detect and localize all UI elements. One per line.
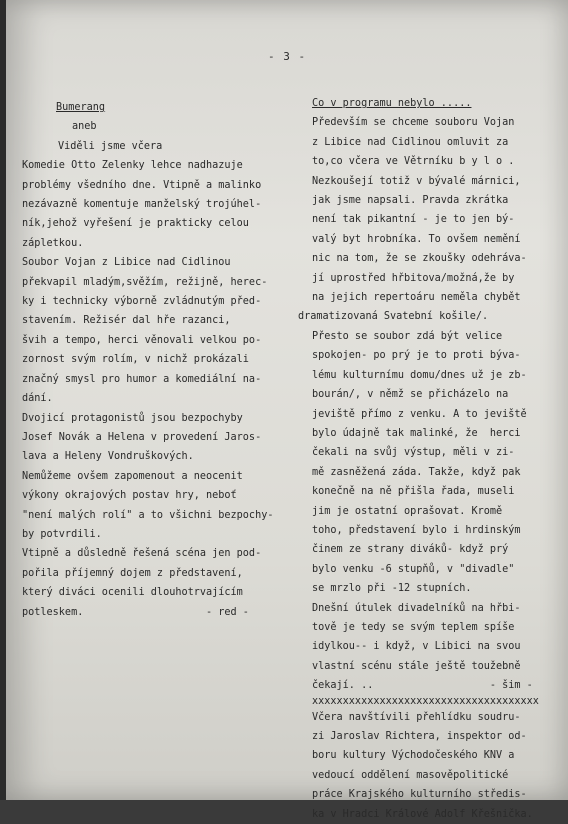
text-line: Vtipně a důsledně řešená scéna jen pod- [22, 548, 262, 560]
text-line: nic na tom, že se zkoušky odehráva- [312, 253, 527, 265]
text-line: Dnešní útulek divadelníků na hřbi- [312, 602, 521, 614]
text-line: zornost svým rolím, v nichž prokázali [22, 354, 249, 366]
page-number: - 3 - [268, 50, 307, 63]
text-line: na jejich repertoáru neměla chybět [312, 292, 521, 304]
text-line: jak jsme napsali. Pravda zkrátka [312, 195, 509, 207]
text-line: výkony okrajových postav hry, neboť [22, 490, 237, 502]
text-line: vedoucí oddělení masověpolitické [312, 769, 509, 781]
text-line: dramatizovaná Svatební košile/. [298, 311, 489, 323]
article-title: Co v programu nebylo ..... [312, 98, 472, 109]
separator-line: xxxxxxxxxxxxxxxxxxxxxxxxxxxxxxxxxxxxx [312, 695, 539, 707]
text-line: lava a Heleny Vondruškových. [22, 451, 194, 463]
text-line: valý byt hrobníka. To ovšem nemění [312, 233, 521, 245]
text-line: Včera navštívili přehlídku soudru- [312, 711, 521, 723]
document-page [6, 0, 568, 820]
text-line: spokojen- po prý je to proti býva- [312, 350, 521, 362]
text-line: stavením. Režisér dal hře razanci, [22, 315, 231, 327]
text-line: pořila příjemný dojem z představení, [22, 567, 243, 579]
text-line: ka v Hradci Králové Adolf Křešnička. [312, 808, 533, 820]
text-line: to,co včera ve Větrníku b y l o . [312, 156, 515, 168]
text-line: Dvojicí protagonistů jsou bezpochyby [22, 412, 243, 424]
article-subtitle: Viděli jsme včera [58, 140, 163, 152]
text-line: konečně na ně přišla řada, museli [312, 486, 515, 498]
article-title: Bumerang [56, 102, 106, 113]
text-line: švih a tempo, herci věnovali velkou po- [22, 334, 262, 346]
text-line: který diváci ocenili dlouhotrvajícím [22, 587, 243, 599]
text-line: potleskem. - red - [22, 606, 249, 618]
text-line: čekají. .. - šim - [312, 680, 533, 692]
text-line: jeviště přímo z venku. A to jeviště [312, 408, 527, 420]
text-line: tově je tedy se svým teplem spíše [312, 621, 515, 633]
text-line: by potvrdili. [22, 528, 102, 540]
text-line: značný smysl pro humor a komediální na- [22, 373, 262, 385]
text-line: nezávazně komentuje manželský trojúhel- [22, 199, 262, 211]
text-line: Josef Novák a Helena v provedení Jaros- [22, 431, 262, 443]
text-line: bourán/, v němž se přicházelo na [312, 389, 509, 401]
text-line: zápletkou. [22, 237, 84, 249]
text-line: se mrzlo při -12 stupních. [312, 583, 472, 595]
text-line: jim je ostatní oprašovat. Kromě [312, 505, 503, 517]
text-line: Nezkoušejí totiž v bývalé márnici, [312, 175, 521, 187]
text-line: Komedie Otto Zelenky lehce nadhazuje [22, 160, 243, 172]
right-column [298, 94, 564, 824]
text-line: zi Jaroslav Richtera, inspektor od- [312, 731, 527, 742]
text-line: činem ze strany diváků- když prý [312, 544, 509, 556]
text-line: práce Krajského kulturního středis- [312, 789, 527, 801]
text-line: Přesto se soubor zdá být velice [312, 330, 503, 342]
text-line: Nemůžeme ovšem zapomenout a neocenit [22, 470, 243, 482]
text-line: boru kultury Východočeského KNV a [312, 750, 515, 762]
text-line: překvapil mladým,svěžím, režijně, herec- [22, 276, 268, 288]
text-line: bylo venku -6 stupňů, v "divadle" [312, 563, 515, 575]
text-line: problémy všedního dne. Vtipně a malinko [22, 179, 262, 191]
article-subtitle: aneb [72, 121, 97, 133]
text-line: mě zasněžená záda. Takže, když pak [312, 466, 521, 478]
text-line: Soubor Vojan z Libice nad Cidlinou [22, 257, 231, 269]
text-line: z Libice nad Cidlinou omluvit za [312, 136, 509, 148]
text-line: toho, představení bylo i hrdinským [312, 524, 521, 536]
left-column [22, 98, 312, 622]
text-line: Především se chceme souboru Vojan [312, 117, 515, 129]
text-line: lému kulturnímu domu/dnes už je zb- [312, 369, 527, 381]
text-line: čekali na svůj výstup, měli v zi- [312, 447, 515, 459]
text-line: jí uprostřed hřbitova/možná,že by [312, 272, 515, 284]
text-line: idylkou-- i když, v Libici na svou [312, 641, 521, 653]
text-line: "není malých rolí" a to všichni bezpochy- [22, 509, 274, 521]
text-line: dání. [22, 393, 53, 405]
text-line: ky i technicky výborně zvládnutým před- [22, 296, 262, 308]
text-line: vlastní scénu stále ještě toužebně [312, 660, 521, 672]
text-line: ník,jehož vyřešení je prakticky celou [22, 218, 249, 230]
text-line: není tak pikantní - je to jen bý- [312, 214, 515, 226]
text-line: bylo údajně tak malinké, že herci [312, 427, 521, 439]
